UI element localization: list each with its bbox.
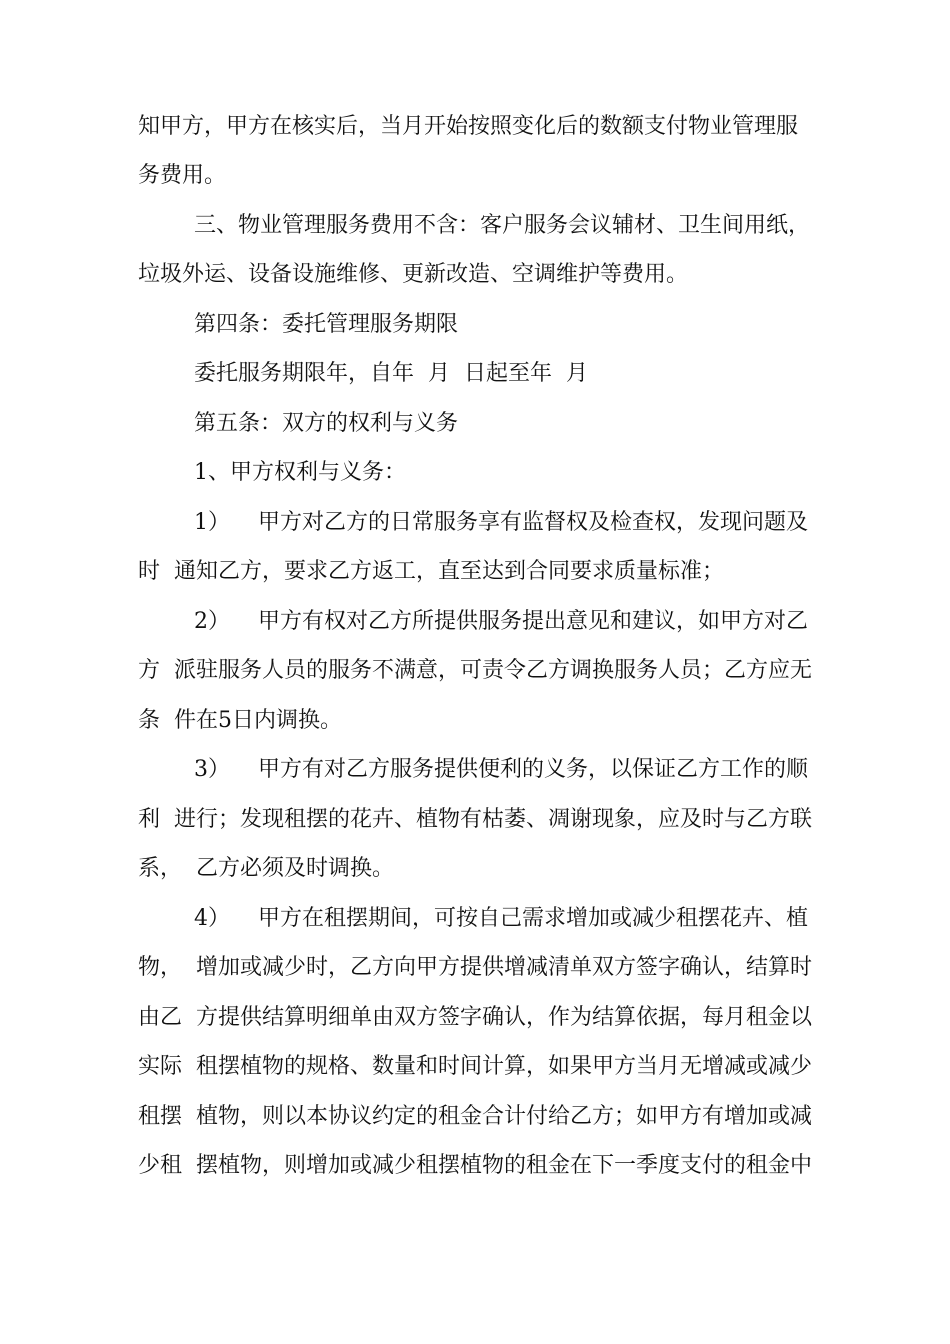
- line-text: 系， 乙方必须及时调换。: [138, 856, 394, 881]
- line-text: 物， 增加或减少时，乙方向甲方提供增减清单双方签字确认，结算时: [138, 955, 812, 980]
- paragraph-line: [0, 701, 950, 741]
- paragraph-line: [0, 503, 950, 543]
- line-text: 少租 摆植物，则增加或减少租摆植物的租金在下一季度支付的租金中: [138, 1153, 812, 1178]
- line-text: 1、甲方权利与义务：: [194, 460, 406, 485]
- line-text: 第五条：双方的权利与义务: [194, 411, 459, 436]
- line-text: 1） 甲方对乙方的日常服务享有监督权及检查权，发现问题及: [194, 510, 808, 535]
- line-text: 垃圾外运、设备设施维修、更新改造、空调维护等费用。: [138, 262, 689, 287]
- subsection-heading: [0, 453, 950, 493]
- line-text: 4） 甲方在租摆期间，可按自己需求增加或减少租摆花卉、植: [194, 906, 808, 931]
- section-heading: [0, 404, 950, 444]
- line-text: 时 通知乙方，要求乙方返工，直至达到合同要求质量标准；: [138, 559, 724, 584]
- line-text: 实际 租摆植物的规格、数量和时间计算，如果甲方当月无增减或减少: [138, 1054, 812, 1079]
- paragraph-line: [0, 1146, 950, 1186]
- line-text: 租摆 植物，则以本协议约定的租金合计付给乙方；如甲方有增加或减: [138, 1104, 812, 1129]
- paragraph-line: [0, 602, 950, 642]
- paragraph-line: [0, 1097, 950, 1137]
- line-text: 条 件在5日内调换。: [138, 708, 342, 733]
- paragraph-line: [0, 750, 950, 790]
- paragraph-line: [0, 800, 950, 840]
- line-text: 知甲方，甲方在核实后，当月开始按照变化后的数额支付物业管理服: [138, 114, 799, 139]
- line-text: 方 派驻服务人员的服务不满意，可责令乙方调换服务人员；乙方应无: [138, 658, 812, 683]
- line-text: 第四条：委托管理服务期限: [194, 312, 459, 337]
- paragraph-line: [0, 206, 950, 246]
- paragraph-line: [0, 1047, 950, 1087]
- paragraph-line: [0, 849, 950, 889]
- paragraph-line: [0, 998, 950, 1038]
- line-text: 务费用。: [138, 163, 227, 188]
- paragraph-line: [0, 107, 950, 147]
- paragraph-line: [0, 552, 950, 592]
- line-text: 3） 甲方有对乙方服务提供便利的义务，以保证乙方工作的顺: [194, 757, 808, 782]
- paragraph-line: [0, 651, 950, 691]
- paragraph-line: [0, 354, 950, 394]
- paragraph-line: [0, 156, 950, 196]
- line-text: 委托服务期限年，自年 月 日起至年 月: [194, 361, 588, 386]
- section-heading: [0, 305, 950, 345]
- paragraph-line: [0, 899, 950, 939]
- line-text: 三、物业管理服务费用不含：客户服务会议辅材、卫生间用纸，: [194, 213, 811, 238]
- paragraph-line: [0, 948, 950, 988]
- line-text: 由乙 方提供结算明细单由双方签字确认，作为结算依据，每月租金以: [138, 1005, 812, 1030]
- line-text: 利 进行；发现租摆的花卉、植物有枯萎、凋谢现象，应及时与乙方联: [138, 807, 812, 832]
- paragraph-line: [0, 255, 950, 295]
- line-text: 2） 甲方有权对乙方所提供服务提出意见和建议，如甲方对乙: [194, 609, 808, 634]
